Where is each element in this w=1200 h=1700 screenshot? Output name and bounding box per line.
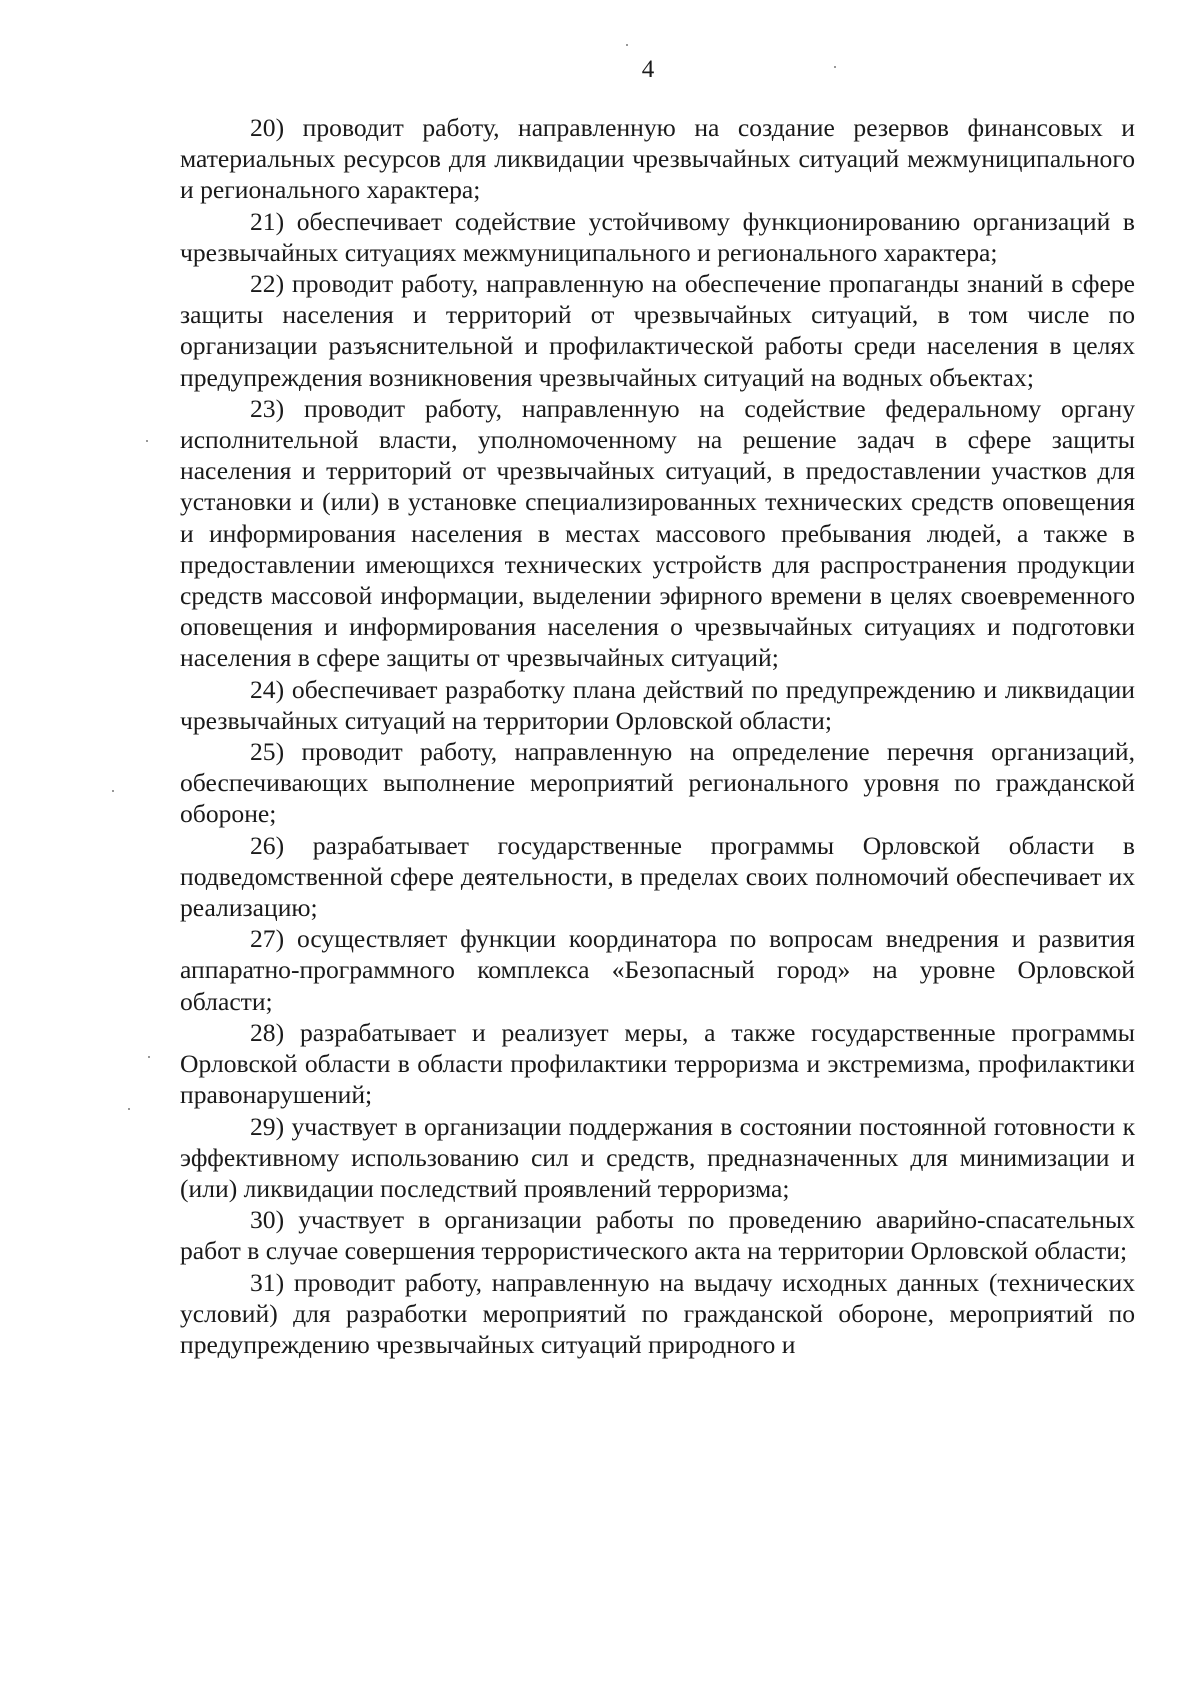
list-item-24: 24) обеспечивает разработку плана действий по предупреждению и ликвидации чрезвычайных ситуаций на территории Орловской области; [180,674,1135,735]
scan-speck [148,1056,150,1058]
document-body [180,112,1135,1360]
scan-speck [626,44,628,46]
list-item-27: 27) осуществляет функции координатора по вопросам внедрения и развития аппаратно-программного комплекса «Безопасный город» на уровне Орловской области; [180,924,1135,1016]
list-item-30: 30) участвует в организации работы по проведению аварийно-спасательных работ в случае совершения террористического акта на территории Орловской области; [180,1205,1135,1266]
page-number: 4 [641,56,655,83]
scan-speck [834,66,836,68]
list-item-21: 21) обеспечивает содействие устойчивому функционированию организаций в чрезвычайных ситуациях межмуниципального и регионального характера; [180,206,1135,267]
scan-speck [146,440,148,442]
list-item-31: 31) проводит работу, направленную на выдачу исходных данных (технических условий) для разработки мероприятий по гражданской обороне, мероприятий по предупреждению чрезвычайных ситуаций природного и [180,1267,1135,1359]
list-item-25: 25) проводит работу, направленную на определение перечня организаций, обеспечивающих выполнение мероприятий регионального уровня по гражданской обороне; [180,737,1135,829]
list-item-29: 29) участвует в организации поддержания в состоянии постоянной готовности к эффективному использованию сил и средств, предназначенных для минимизации и (или) ликвидации последствий проявлений терроризма; [180,1111,1135,1203]
scan-speck [112,790,114,792]
list-item-28: 28) разрабатывает и реализует меры, а также государственные программы Орловской области в области профилактики терроризма и экстремизма, профилактики правонарушений; [180,1017,1135,1110]
list-item-23: 23) проводит работу, направленную на содействие федеральному органу исполнительной власти, уполномоченному на решение задач в сфере защиты населения и территорий от чрезвычайных ситуаций, в предоставлении участков для установки и (или) в установке специализированных технических средств оповещения и информирования населения в местах массового пребывания людей, а также в предоставлении имеющихся технических устройств для распространения продукции средств массовой информации, выделении эфирного времени в целях своевременного оповещения и информирования населения о чрезвычайных ситуациях и подготовки населения в сфере защиты от чрезвычайных ситуаций; [180,393,1135,673]
list-item-20: 20) проводит работу, направленную на создание резервов финансовых и материальных ресурсов для ликвидации чрезвычайных ситуаций межмуниципального и регионального характера; [180,113,1135,205]
scan-speck [128,1108,130,1110]
list-item-26: 26) разрабатывает государственные программы Орловской области в подведомственной сфере деятельности, в пределах своих полномочий обеспечивает их реализацию; [180,830,1135,923]
list-item-22: 22) проводит работу, направленную на обеспечение пропаганды знаний в сфере защиты населения и территорий от чрезвычайных ситуаций, в том числе по организации разъяснительной и профилактической работы среди населения в целях предупреждения возникновения чрезвычайных ситуаций на водных объектах; [180,269,1135,392]
